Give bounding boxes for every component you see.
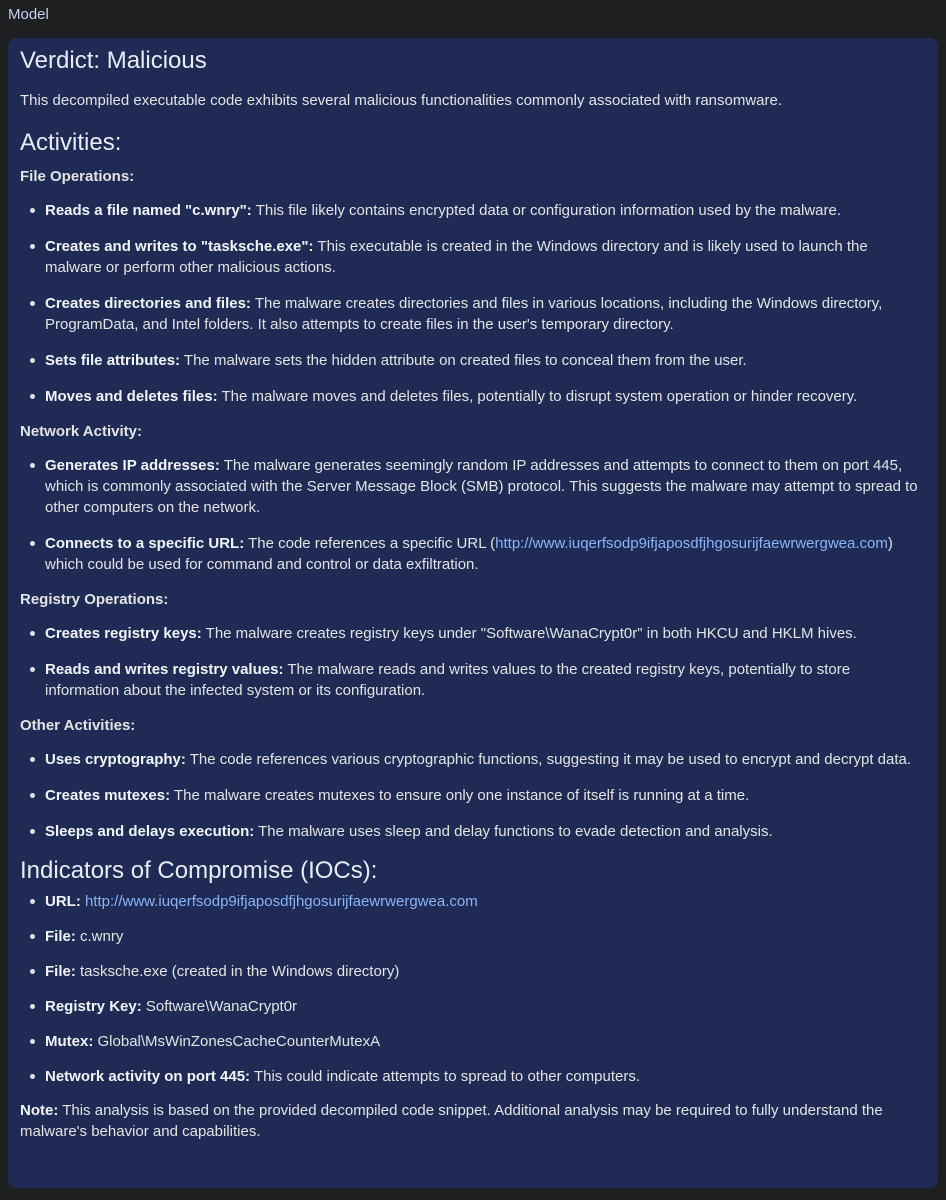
list-item <box>20 236 926 278</box>
intro-paragraph: This decompiled executable code exhibits several malicious functionalities commonly associated with ransomware. <box>20 92 783 109</box>
item-label: Creates registry keys: <box>45 625 202 642</box>
model-response-card <box>8 38 938 1188</box>
c2-url-link[interactable]: http://www.iuqerfsodp9ifjaposdfjhgosurijfaewrwergwea.com <box>495 535 888 552</box>
file-operations-list <box>20 200 926 407</box>
item-text: tasksche.exe (created in the Windows directory) <box>75 963 400 980</box>
item-label: Creates and writes to "tasksche.exe": <box>45 238 314 255</box>
list-item <box>20 200 926 221</box>
other-activities-list <box>20 749 926 842</box>
network-activity-heading: Network Activity: <box>20 423 142 440</box>
item-text: The malware generates seemingly random IP addresses and attempts to connect to them on port 445, which is commonly associated with the Server Message Block (SMB) protocol. This suggests the malware may attempt to spread to other computers on the network. <box>45 457 918 516</box>
item-text: This executable is created in the Windows directory and is likely used to launch the malware or perform other malicious actions. <box>45 238 868 276</box>
registry-operations-heading: Registry Operations: <box>20 591 169 608</box>
model-role-label: Model <box>8 6 49 23</box>
note-paragraph <box>20 1100 926 1142</box>
note-label: Note: <box>20 1102 59 1119</box>
list-item <box>20 1066 926 1087</box>
item-label: File: <box>45 963 76 980</box>
item-text: The malware uses sleep and delay functions to evade detection and analysis. <box>254 823 773 840</box>
list-item <box>20 926 926 947</box>
item-label: Moves and deletes files: <box>45 388 218 405</box>
list-item <box>20 749 926 770</box>
note-text: This analysis is based on the provided decompiled code snippet. Additional analysis may be required to fully understand the malware's behavior and capabilities. <box>20 1102 883 1140</box>
other-activities-heading: Other Activities: <box>20 717 136 734</box>
verdict-title: Verdict: Malicious <box>20 47 207 74</box>
item-label: Creates directories and files: <box>45 295 251 312</box>
item-text: This could indicate attempts to spread to other computers. <box>250 1068 640 1085</box>
item-label: Creates mutexes: <box>45 787 171 804</box>
item-text: The malware moves and deletes files, potentially to disrupt system operation or hinder recovery. <box>217 388 858 405</box>
list-item <box>20 623 926 644</box>
item-text: The malware reads and writes values to the created registry keys, potentially to store information about the infected system or its configuration. <box>45 661 851 699</box>
item-text: Software\WanaCrypt0r <box>141 998 298 1015</box>
list-item <box>20 533 926 575</box>
item-text: ) which could be used for command and control or data exfiltration. <box>45 535 893 573</box>
activities-heading: Activities: <box>20 129 122 156</box>
list-item <box>20 996 926 1017</box>
item-text: The malware sets the hidden attribute on created files to conceal them from the user. <box>180 352 747 369</box>
item-label: Connects to a specific URL: <box>45 535 245 552</box>
item-label: Network activity on port 445: <box>45 1068 251 1085</box>
list-item <box>20 891 926 912</box>
list-item <box>20 961 926 982</box>
item-text: The malware creates mutexes to ensure only one instance of itself is running at a time. <box>170 787 750 804</box>
item-label: Uses cryptography: <box>45 751 186 768</box>
item-text: The malware creates registry keys under "Software\WanaCrypt0r" in both HKCU and HKLM hives. <box>201 625 857 642</box>
item-label: URL: <box>45 893 81 910</box>
iocs-list <box>20 891 926 1087</box>
item-text: The malware creates directories and files in various locations, including the Windows directory, ProgramData, and Intel folders. It also attempts to create files in the user's temporary directory. <box>45 295 883 333</box>
list-item <box>20 386 926 407</box>
item-text: c.wnry <box>75 928 124 945</box>
list-item <box>20 350 926 371</box>
item-text: The code references various cryptographic functions, suggesting it may be used to encrypt and decrypt data. <box>185 751 912 768</box>
list-item <box>20 293 926 335</box>
list-item <box>20 785 926 806</box>
list-item <box>20 659 926 701</box>
list-item <box>20 455 926 518</box>
list-item <box>20 821 926 842</box>
item-label: File: <box>45 928 76 945</box>
item-label: Registry Key: <box>45 998 142 1015</box>
item-label: Mutex: <box>45 1033 94 1050</box>
item-label: Sleeps and delays execution: <box>45 823 255 840</box>
file-operations-heading: File Operations: <box>20 168 135 185</box>
item-text: This file likely contains encrypted data or configuration information used by the malware. <box>251 202 841 219</box>
list-item <box>20 1031 926 1052</box>
item-text: The code references a specific URL ( <box>244 535 496 552</box>
item-text: Global\MsWinZonesCacheCounterMutexA <box>93 1033 381 1050</box>
item-label: Generates IP addresses: <box>45 457 220 474</box>
network-activity-list <box>20 455 926 575</box>
item-label: Reads a file named "c.wnry": <box>45 202 252 219</box>
registry-operations-list <box>20 623 926 701</box>
iocs-heading: Indicators of Compromise (IOCs): <box>20 857 378 884</box>
ioc-url-link[interactable]: http://www.iuqerfsodp9ifjaposdfjhgosurijfaewrwergwea.com <box>85 893 478 910</box>
item-label: Sets file attributes: <box>45 352 181 369</box>
item-label: Reads and writes registry values: <box>45 661 284 678</box>
